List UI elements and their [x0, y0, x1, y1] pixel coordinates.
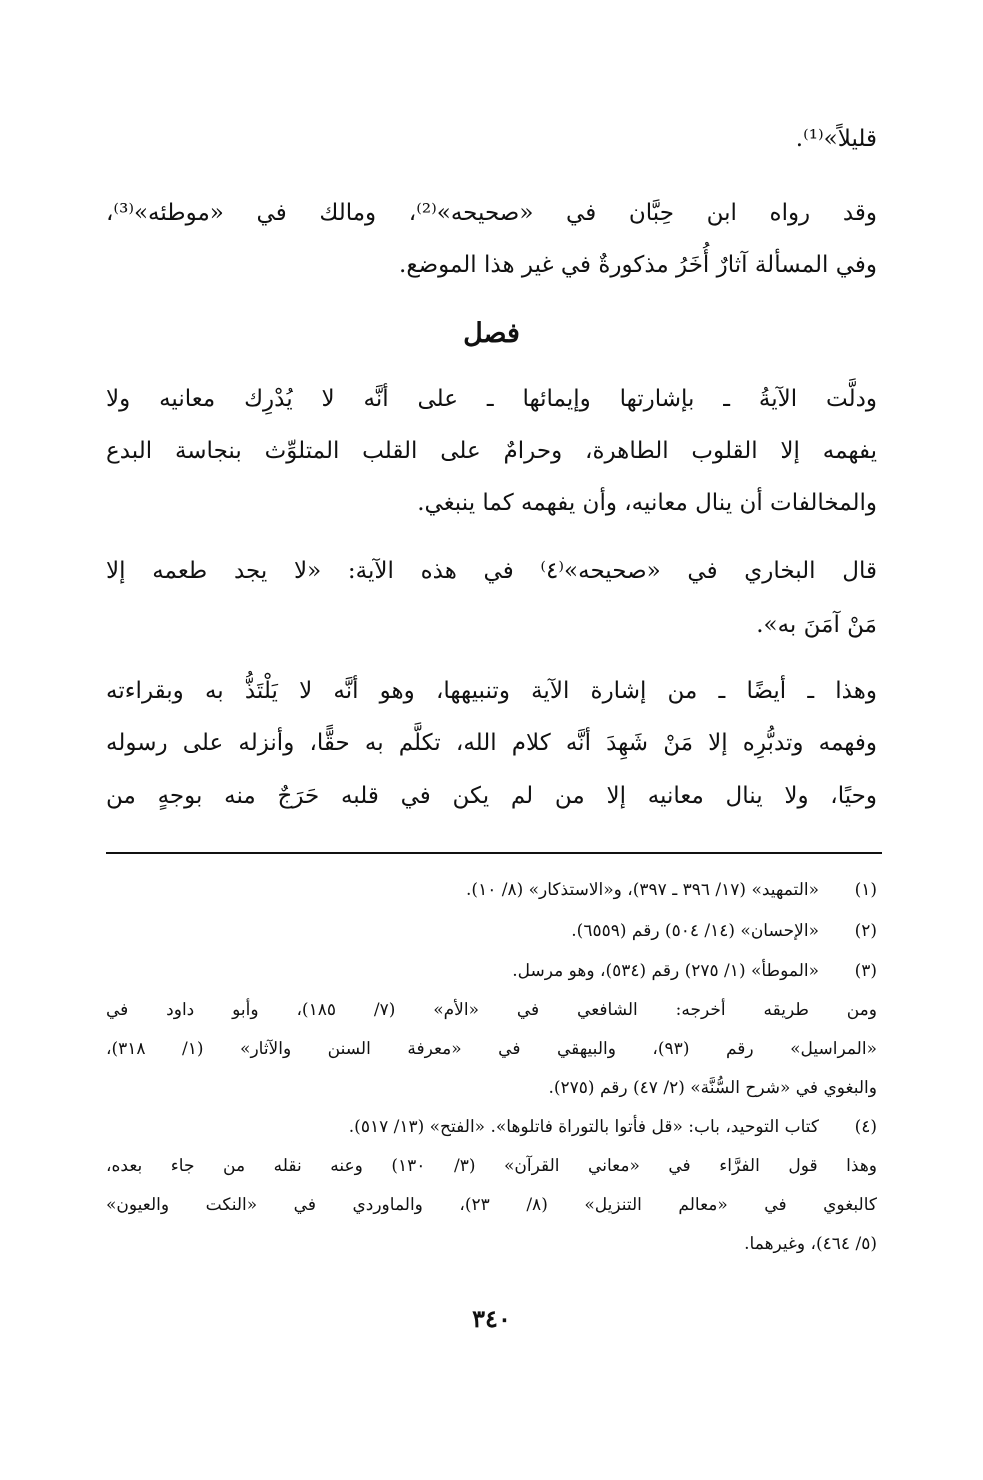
footnote-line: وهذا قول الفرَّاء في «معاني القرآن» (٣/ ١٣٠) وعنه نقله من جاء بعده،	[106, 1156, 877, 1176]
footnote-line: كالبغوي في «معالم التنزيل» (٨/ ٢٣)، والماوردي في «النكت والعيون»	[106, 1195, 877, 1215]
paragraph-line: وهذا ـ أيضًا ـ من إشارة الآية وتنبيهها، وهو أنَّه لا يَلْتَذُّ به وبقراءته	[106, 678, 877, 704]
footnote-4	[106, 1117, 877, 1137]
footnote-text: «الموطأ» (١/ ٢٧٥) رقم (٥٣٤)، وهو مرسل.	[512, 961, 819, 981]
paragraph-line: وحيًا، ولا ينال معانيه إلا من لم يكن في قلبه حَرَجٌ منه بوجهٍ من	[106, 783, 877, 809]
footnote-1	[106, 880, 877, 900]
footnote-number: (٤)	[854, 1117, 877, 1137]
footnote-line: ومن طريقه أخرجه: الشافعي في «الأم» (٧/ ١٨٥)، وأبو داود في	[106, 1000, 877, 1020]
footnote-line: «المراسيل» رقم (٩٣)، والبيهقي في «معرفة السنن والآثار» (١/ ٣١٨)،	[106, 1039, 877, 1059]
footnote-line: (٥/ ٤٦٤)، وغيرهما.	[744, 1234, 877, 1254]
paragraph-line: مَنْ آمَنَ به».	[756, 612, 877, 638]
page-number: ٣٤٠	[472, 1304, 511, 1333]
paragraph-line: وفي المسألة آثارٌ أُخَرُ مذكورةٌ في غير هذا الموضع.	[399, 252, 877, 278]
footnote-3	[106, 961, 877, 981]
paragraph-line: قال البخاري في «صحيحه»⁽٤⁾ في هذه الآية: «لا يجد طعمه إلا	[106, 558, 877, 584]
footnote-line: والبغوي في «شرح السُّنَّة» (٢/ ٤٧) رقم (٢٧٥).	[548, 1078, 877, 1098]
footnote-text: كتاب التوحيد، باب: «قل فأتوا بالتوراة فاتلوها». «الفتح» (١٣/ ٥١٧).	[348, 1117, 819, 1137]
paragraph-line: يفهمه إلا القلوب الطاهرة، وحرامٌ على القلب المتلوِّث بنجاسة البدع	[106, 438, 877, 464]
section-heading: فصل	[463, 318, 520, 349]
footnote-separator	[106, 852, 882, 854]
paragraph-line: ودلَّت الآيةُ ـ بإشارتها وإيمائها ـ على أنَّه لا يُدْرِك معانيه ولا	[106, 386, 877, 412]
footnote-text: «التمهيد» (١٧/ ٣٩٦ ـ ٣٩٧)، و«الاستذكار» (٨/ ١٠).	[466, 880, 819, 900]
continuation-line: قليلاً»⁽¹⁾.	[795, 126, 877, 152]
footnote-number: (١)	[854, 880, 877, 900]
paragraph-line: وقد رواه ابن حِبَّان في «صحيحه»⁽²⁾، ومالك في «موطئه»⁽³⁾،	[106, 200, 877, 226]
footnote-number: (٢)	[854, 921, 877, 941]
footnote-number: (٣)	[854, 961, 877, 981]
paragraph-line: وفهمه وتدبُّرِه إلا مَنْ شَهِدَ أنَّه كلام الله، تكلَّم به حقًّا، وأنزله على رسوله	[106, 730, 877, 756]
footnote-2	[106, 921, 877, 941]
footnote-text: «الإحسان» (١٤/ ٥٠٤) رقم (٦٥٥٩).	[571, 921, 819, 941]
paragraph-line: والمخالفات أن ينال معانيه، وأن يفهمه كما ينبغي.	[417, 490, 877, 516]
